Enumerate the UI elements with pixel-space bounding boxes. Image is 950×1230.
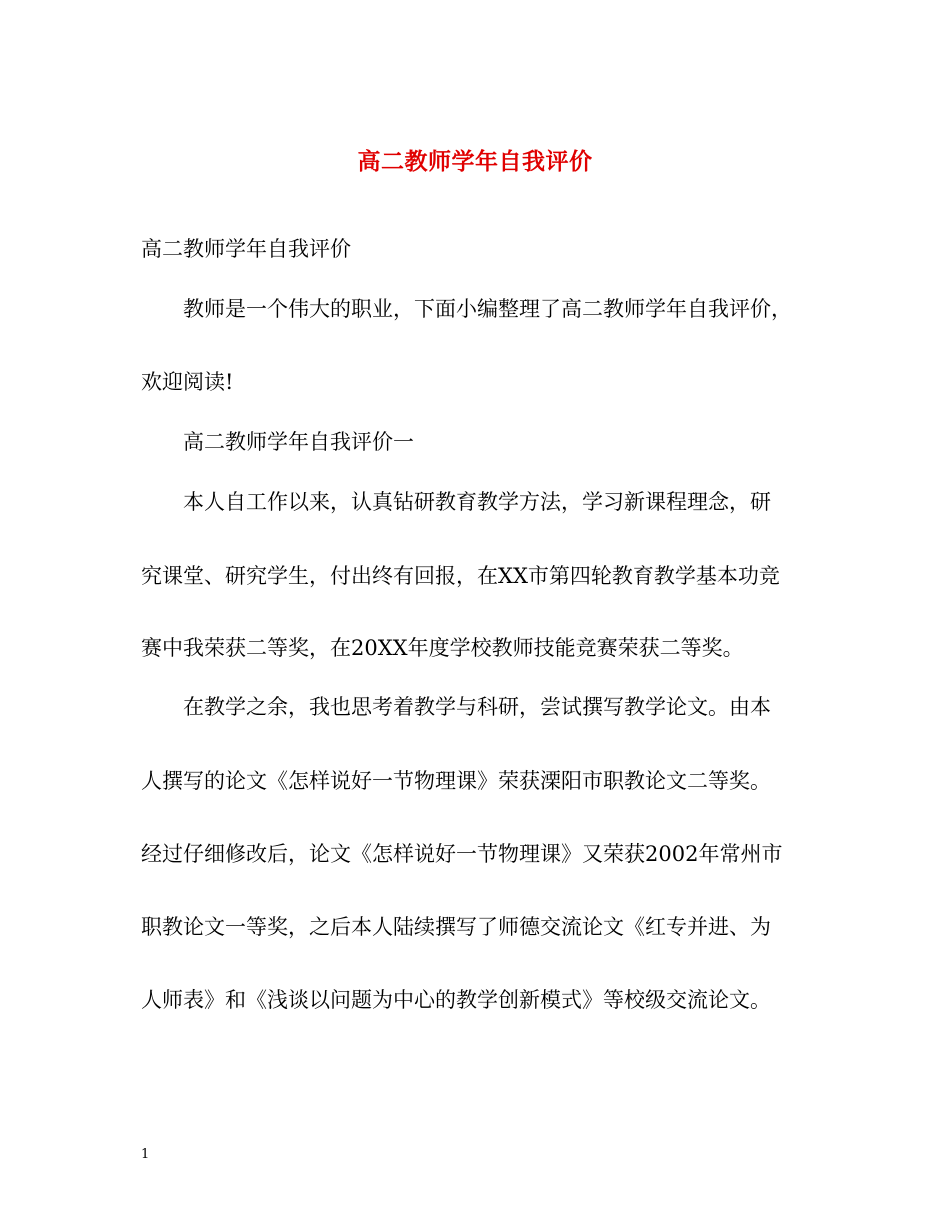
page-number: 1 <box>141 1147 150 1162</box>
section-heading: 高二教师学年自我评价一 <box>183 430 414 454</box>
document-title: 高二教师学年自我评价 <box>357 148 593 175</box>
paragraph-line: 经过仔细修改后，论文《怎样说好一节物理课》又荣获2002年常州市 <box>141 842 783 866</box>
paragraph-line: 人撰写的论文《怎样说好一节物理课》荣获溧阳市职教论文二等奖。 <box>141 769 771 793</box>
document-heading: 高二教师学年自我评价 <box>141 237 351 261</box>
paragraph-line: 教师是一个伟大的职业，下面小编整理了高二教师学年自我评价， <box>183 297 792 321</box>
paragraph-line: 职教论文一等奖，之后本人陆续撰写了师德交流论文《红专并进、为 <box>141 915 771 939</box>
paragraph-line: 究课堂、研究学生，付出终有回报，在XX市第四轮教育教学基本功竞 <box>141 564 780 588</box>
paragraph-line: 人师表》和《浅谈以问题为中心的教学创新模式》等校级交流论文。 <box>141 988 771 1012</box>
paragraph-line: 在教学之余，我也思考着教学与科研，尝试撰写教学论文。由本 <box>183 695 771 719</box>
paragraph-line: 欢迎阅读! <box>141 370 234 394</box>
paragraph-line: 赛中我荣获二等奖，在20XX年度学校教师技能竞赛荣获二等奖。 <box>141 636 744 660</box>
paragraph-line: 本人自工作以来，认真钻研教育教学方法，学习新课程理念，研 <box>183 490 771 514</box>
